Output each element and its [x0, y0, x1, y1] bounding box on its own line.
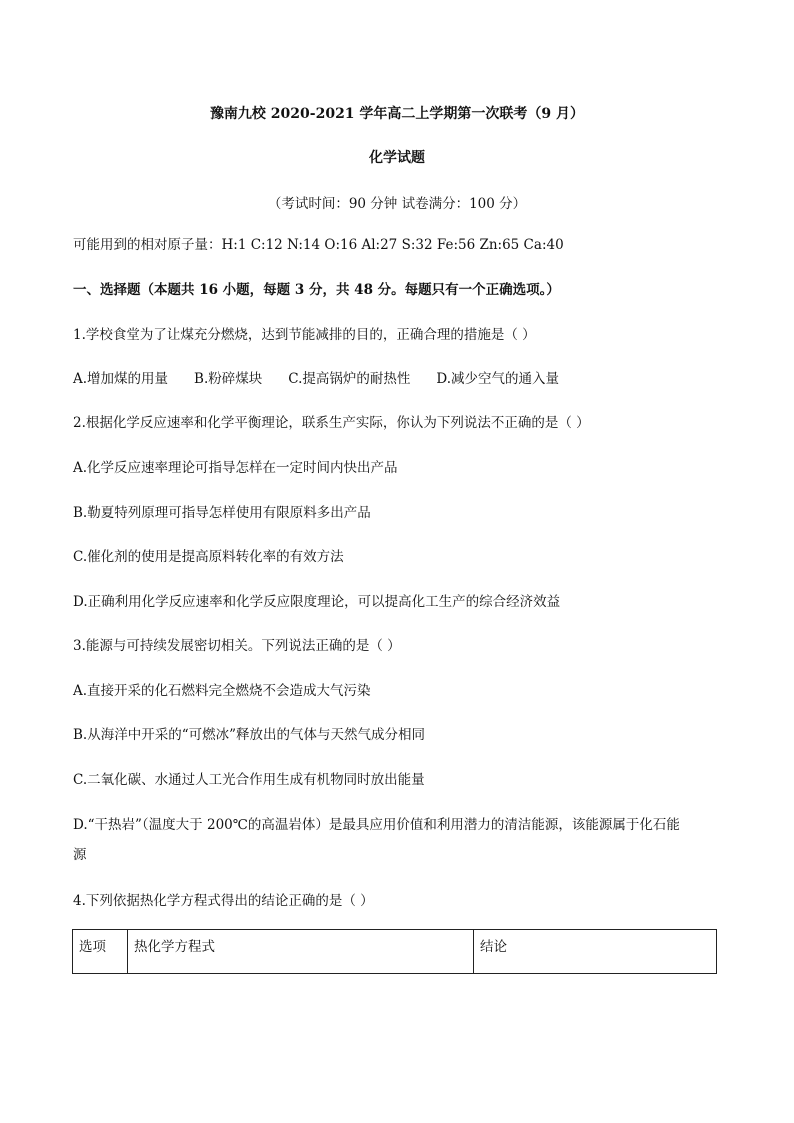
- question-1-options: [73, 370, 585, 388]
- question-1-stem: 1.学校食堂为了让煤充分燃烧，达到节能减排的目的，正确合理的措施是（ ）: [73, 327, 536, 343]
- q3-option-d: D.“干热岩”（温度大于 200℃的高温岩体）是最具应用价值和利用潜力的清洁能源，该能源属于化石能: [73, 817, 680, 833]
- q2-option-a: A.化学反应速率理论可指导怎样在一定时间内快出产品: [73, 460, 398, 476]
- q1-option-b: B.粉碎煤块: [194, 371, 263, 387]
- q3-option-b: B.从海洋中开采的“可燃冰”释放出的气体与天然气成分相同: [73, 727, 426, 743]
- q1-option-c: C.提高锅炉的耐热性: [288, 371, 411, 387]
- exam-info: （考试时间：90 分钟 试卷满分：100 分）: [267, 196, 527, 212]
- section-heading: 一、选择题（本题共 16 小题，每题 3 分，共 48 分。每题只有一个正确选项。）: [73, 282, 560, 298]
- q3-option-a: A.直接开采的化石燃料完全燃烧不会造成大气污染: [73, 683, 371, 699]
- table-header-option: 选项: [73, 930, 128, 974]
- q3-option-c: C.二氧化碳、水通过人工光合作用生成有机物同时放出能量: [73, 772, 425, 788]
- atomic-masses: 可能用到的相对原子量：H:1 C:12 N:14 O:16 Al:27 S:32 Fe:56 Zn:65 Ca:40: [73, 237, 564, 253]
- q2-option-c: C.催化剂的使用是提高原料转化率的有效方法: [73, 549, 344, 565]
- question-2-stem: 2.根据化学反应速率和化学平衡理论，联系生产实际，你认为下列说法不正确的是（ ）: [73, 415, 590, 431]
- question-3-stem: 3.能源与可持续发展密切相关。下列说法正确的是（ ）: [73, 638, 401, 654]
- q4-table: [72, 929, 717, 974]
- q1-option-a: A.增加煤的用量: [73, 371, 169, 387]
- table-header-equation: 热化学方程式: [128, 930, 474, 974]
- table-header-conclusion: 结论: [474, 930, 717, 974]
- q2-option-d: D.正确利用化学反应速率和化学反应限度理论，可以提高化工生产的综合经济效益: [73, 594, 561, 610]
- q2-option-b: B.勒夏特列原理可指导怎样使用有限原料多出产品: [73, 505, 371, 521]
- q3-option-d-continued: 源: [73, 847, 87, 863]
- exam-title: 豫南九校 2020-2021 学年高二上学期第一次联考（9 月）: [209, 106, 585, 122]
- table-header-row: [73, 930, 717, 974]
- subject-title: 化学试题: [369, 150, 425, 166]
- question-4-stem: 4.下列依据热化学方程式得出的结论正确的是（ ）: [73, 893, 374, 909]
- q1-option-d: D.减少空气的通入量: [436, 371, 560, 387]
